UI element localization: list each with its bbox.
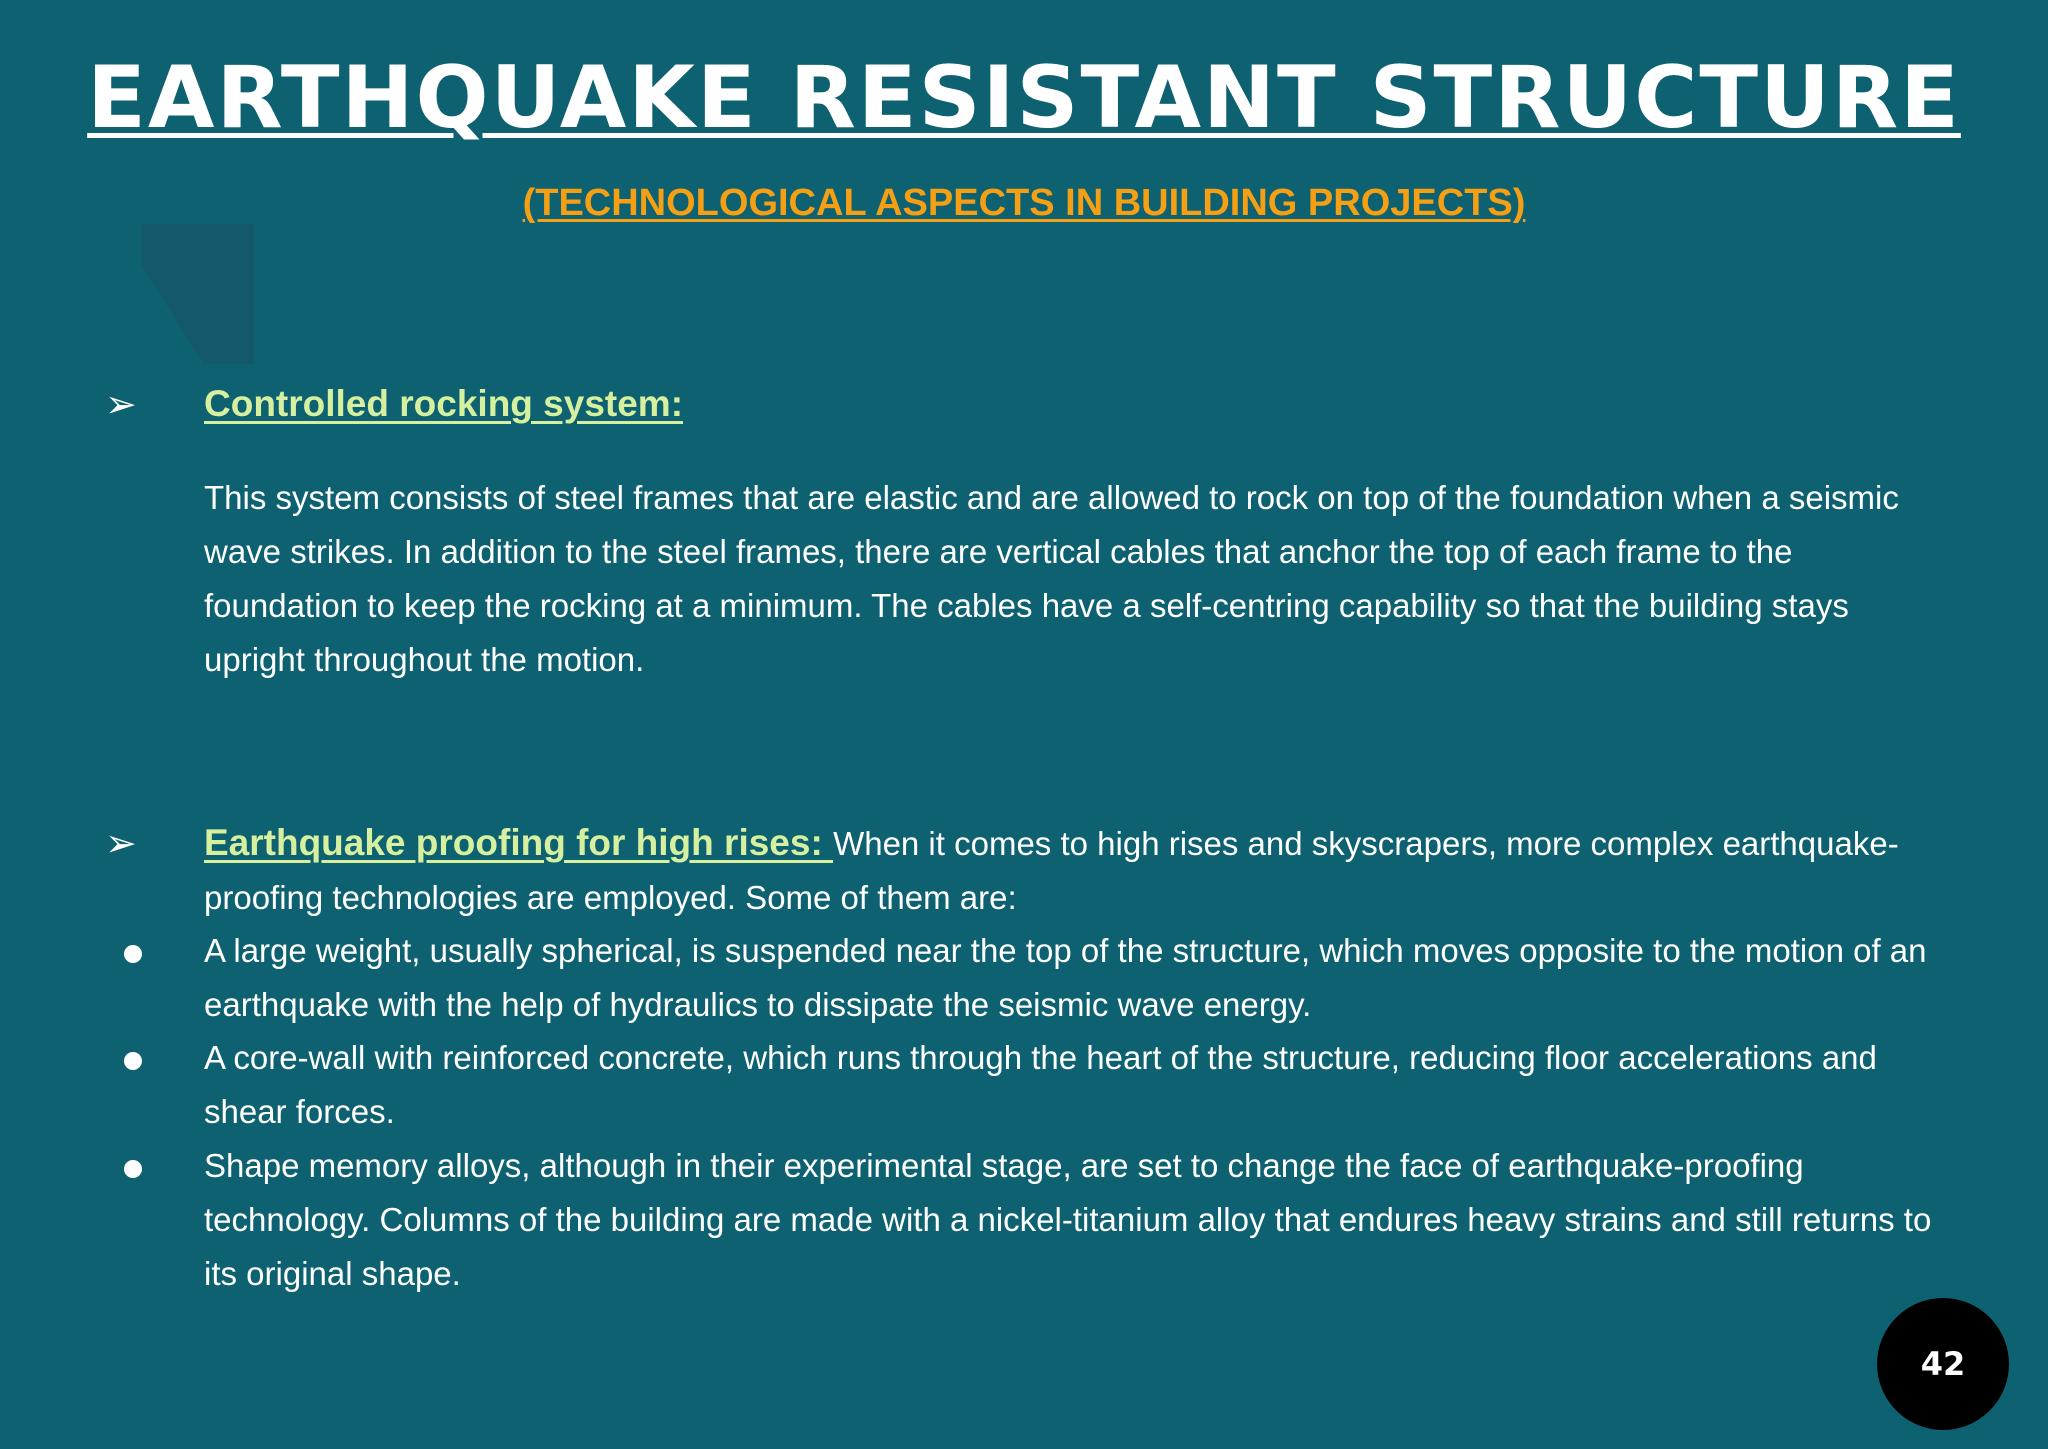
slide-subtitle bbox=[0, 178, 2048, 228]
slide-title-text: EARTHQUAKE RESISTANT STRUCTURE bbox=[87, 48, 1961, 148]
bullet-dot-icon bbox=[124, 945, 142, 963]
section-heading-text: Controlled rocking system: bbox=[204, 383, 684, 424]
section-high-rises bbox=[204, 816, 1954, 925]
bullet-dot-icon bbox=[124, 1160, 142, 1178]
section-body-rocking: This system consists of steel frames that are elastic and are allowed to rock on top of the foundation when a seismic wave strikes. In addition to the steel frames, there are vertical cables that anchor the top of each frame to the foundation to keep the rocking at a minimum. The cables have a self-centring capability so that the building stays upright throughout the motion. bbox=[204, 479, 1899, 678]
arrow-bullet-icon: ➢ bbox=[105, 382, 137, 426]
section-heading-text: Earthquake proofing for high rises: bbox=[204, 822, 834, 863]
list-item: A large weight, usually spherical, is suspended near the top of the structure, which moves opposite to the motion of an earthquake with the help of hydraulics to dissipate the seismic wave energy. bbox=[204, 932, 1927, 1023]
section-heading-rocking bbox=[204, 377, 1954, 432]
section-intro-text: When it comes to high rises and skyscrapers, more complex earthquake-proofing technologies are employed. Some of them are: bbox=[204, 825, 1899, 916]
arrow-bullet-icon: ➢ bbox=[105, 821, 137, 865]
slide-title bbox=[0, 48, 2048, 148]
slide-subtitle-text: (TECHNOLOGICAL ASPECTS IN BUILDING PROJECTS) bbox=[522, 182, 1526, 224]
list-item: A core-wall with reinforced concrete, which runs through the heart of the structure, reducing floor accelerations and shear forces. bbox=[204, 1039, 1877, 1130]
bullet-dot-icon bbox=[124, 1052, 142, 1070]
page-number-badge: 42 bbox=[1877, 1298, 2009, 1430]
list-item: Shape memory alloys, although in their experimental stage, are set to change the face of earthquake-proofing technology. Columns of the building are made with a nickel-titanium alloy that endures heavy strains and still returns to its original shape. bbox=[204, 1147, 1932, 1292]
decorative-shape bbox=[142, 224, 254, 364]
